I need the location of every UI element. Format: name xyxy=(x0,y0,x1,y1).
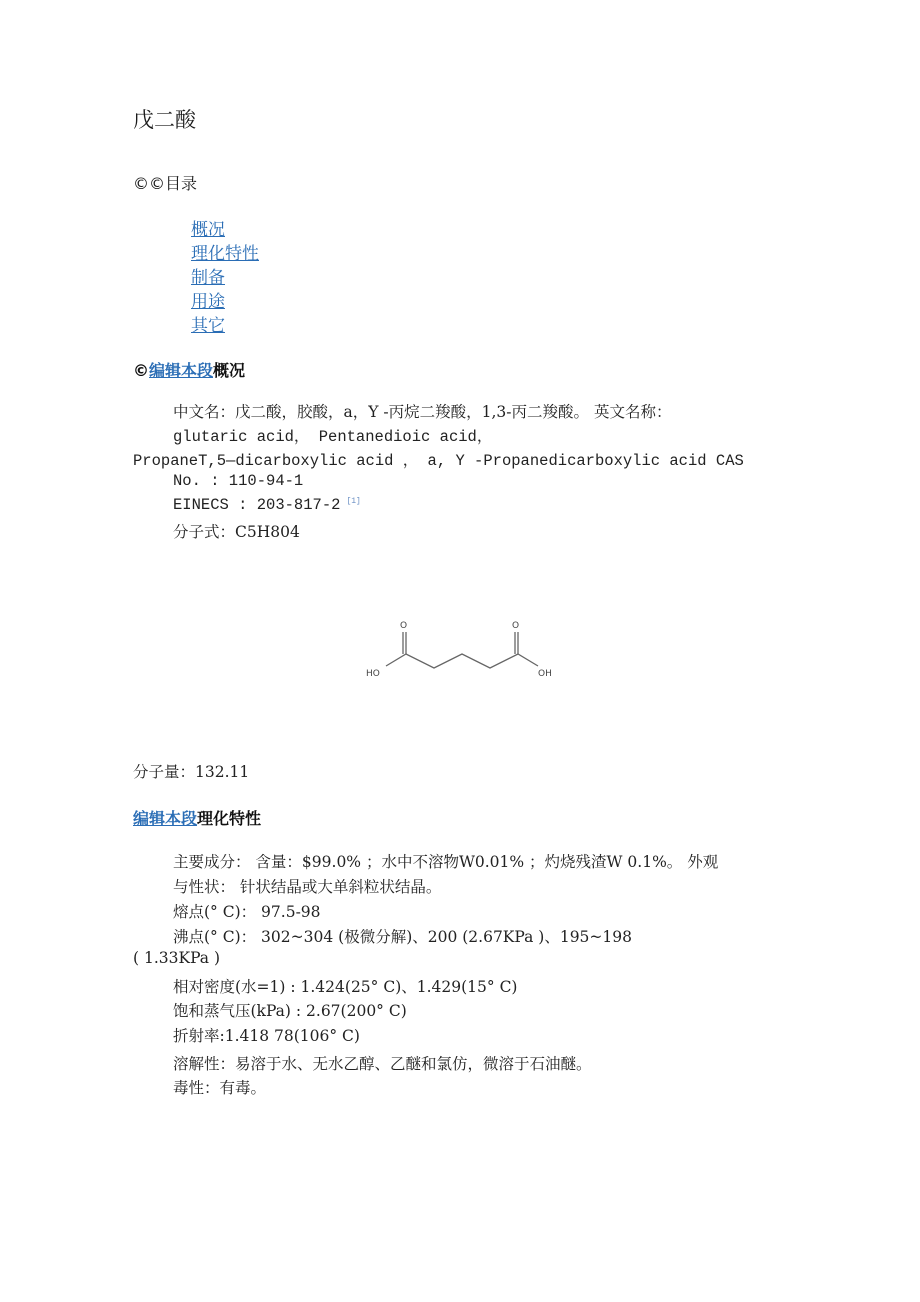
overview-line-formula: 分子式：C5H804 xyxy=(173,523,300,541)
property-line-toxicity: 毒性：有毒。 xyxy=(173,1079,267,1097)
property-line-composition: 主要成分： 含量：$99.0% ；水中不溶物W0.01% ；灼烧残渣W 0.1%。 外观 xyxy=(173,853,719,871)
hydroxyl-label-right: OH xyxy=(538,669,552,679)
property-line-boiling-point-cont: ( 1.33KPa ) xyxy=(133,949,221,967)
toc-link-properties[interactable]: 理化特性 xyxy=(191,244,259,264)
property-line-boiling-point: 沸点(° C)： 302~304 (极微分解)、200 (2.67KPa )、195~198 xyxy=(173,928,632,946)
property-line-refractive-index: 折射率:1.418 78(106° C) xyxy=(173,1027,360,1045)
glutaric-acid-structure-image xyxy=(362,614,558,690)
overview-line-cas: No. : 110-94-1 xyxy=(173,472,304,490)
property-line-vapor-pressure: 饱和蒸气压(kPa) : 2.67(200° C) xyxy=(173,1002,407,1020)
toc-link-preparation[interactable]: 制备 xyxy=(191,268,225,288)
property-line-solubility: 溶解性：易溶于水、无水乙醇、乙醚和氯仿，微溶于石油醚。 xyxy=(173,1055,592,1073)
toc-link-other[interactable]: 其它 xyxy=(191,316,225,336)
section-title: 理化特性 xyxy=(197,809,262,828)
einecs-text: EINECS : 203-817-2 xyxy=(173,496,341,514)
edit-section-link[interactable]: 编辑本段 xyxy=(133,809,198,828)
overview-line-english-1: glutaric acid， Pentanedioic acid， xyxy=(173,428,493,446)
page-title: 戊二酸 xyxy=(133,108,196,132)
edit-prefix-mark: © xyxy=(133,361,149,380)
section-heading-properties xyxy=(133,806,261,829)
overview-line-english-2: PropaneT,5—dicarboxylic acid ， a, Y -Propanedicarboxylic acid CAS xyxy=(133,452,744,470)
property-line-density: 相对密度(水=1) : 1.424(25° C)、1.429(15° C) xyxy=(173,978,518,996)
carbon-chain-bond xyxy=(386,654,538,668)
toc-link-uses[interactable]: 用途 xyxy=(191,292,225,312)
toc-heading: ©©目录 xyxy=(133,174,198,193)
molecular-weight: 分子量：132.11 xyxy=(133,763,250,781)
toc-link-overview[interactable]: 概况 xyxy=(191,220,225,240)
reference-link[interactable]: [1] xyxy=(346,496,361,506)
oxygen-label-left: O xyxy=(400,621,408,631)
hydroxyl-label-left: HO xyxy=(366,669,380,679)
oxygen-label-right: O xyxy=(512,621,520,631)
edit-section-link[interactable]: 编辑本段 xyxy=(149,361,214,380)
property-line-appearance: 与性状： 针状结晶或大单斜粒状结晶。 xyxy=(173,878,442,896)
overview-line-names: 中文名：戊二酸，胶酸，a，Y -丙烷二羧酸，1,3-丙二羧酸。 英文名称： xyxy=(173,403,672,421)
section-title: 概况 xyxy=(213,361,246,380)
overview-line-einecs xyxy=(173,496,361,514)
section-heading-overview xyxy=(133,358,245,381)
property-line-melting-point: 熔点(° C)： 97.5-98 xyxy=(173,903,321,921)
